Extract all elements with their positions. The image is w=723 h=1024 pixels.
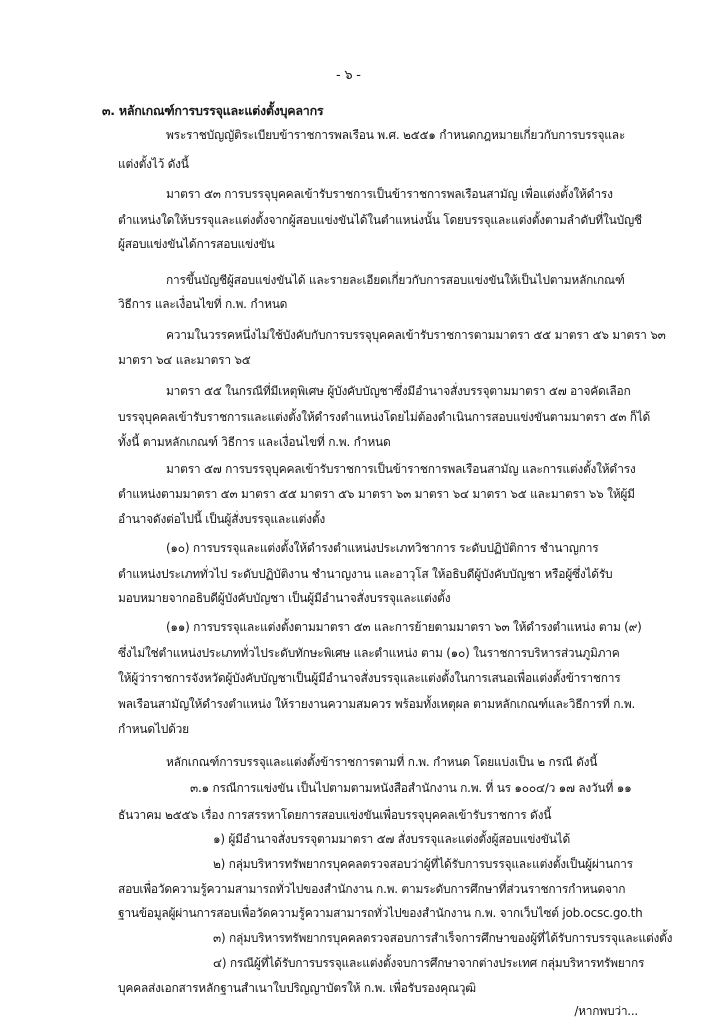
text-line: กำหนดไปด้วย	[118, 722, 189, 736]
text-line: ๒) กลุ่มบริหารทรัพยากรบุคคลตรวจสอบว่าผู้ที่ได้รับการบรรจุและแต่งตั้งเป็นผู้ผ่านการ	[213, 857, 633, 871]
text-line: สอบเพื่อวัดความรู้ความสามารถทั่วไปของสำนักงาน ก.พ. ตามระดับการศึกษาที่ส่วนราชการกำหนดจาก	[118, 882, 626, 896]
text-line: การขึ้นบัญชีผู้สอบแข่งขันได้ และรายละเอียดเกี่ยวกับการสอบแข่งขันให้เป็นไปตามหลักเกณฑ์	[166, 273, 625, 287]
text-line: มอบหมายจากอธิบดีผู้บังคับบัญชา เป็นผู้มีอำนาจสั่งบรรจุและแต่งตั้ง	[118, 591, 451, 605]
text-line: ทั้งนี้ ตามหลักเกณฑ์ วิธีการ และเงื่อนไขที่ ก.พ. กำหนด	[118, 435, 391, 449]
text-line: บุคคลส่งเอกสารหลักฐานสำเนาใบปริญญาบัตรให้ ก.พ. เพื่อรับรองคุณวุฒิ	[118, 981, 476, 995]
text-line: พลเรือนสามัญให้ดำรงตำแหน่ง ให้รายงานความสมควร พร้อมทั้งเหตุผล ตามหลักเกณฑ์และวิธีการที่ ก.พ.	[118, 697, 636, 711]
text-line: มาตรา ๖๔ และมาตรา ๖๕	[118, 353, 251, 367]
text-line: ธันวาคม ๒๕๕๖ เรื่อง การสรรหาโดยการสอบแข่งขันเพื่อบรรจุบุคคลเข้ารับราชการ ดังนี้	[118, 808, 552, 822]
page-number: - ๖ -	[336, 68, 361, 83]
text-line: ๔) กรณีผู้ที่ได้รับการบรรจุและแต่งตั้งจบการศึกษาจากต่างประเทศ กลุ่มบริหารทรัพยากร	[213, 956, 645, 970]
text-line: พระราชบัญญัติระเบียบข้าราชการพลเรือน พ.ศ. ๒๕๕๑ กำหนดกฎหมายเกี่ยวกับการบรรจุและ	[166, 128, 626, 142]
text-line: ตำแหน่งประเภททั่วไป ระดับปฏิบัติงาน ชำนาญงาน และอาวุโส ให้อธิบดีผู้บังคับบัญชา หรือผู้ซึ่งได้รับ	[118, 567, 613, 581]
text-line: วิธีการ และเงื่อนไขที่ ก.พ. กำหนด	[118, 297, 288, 311]
text-line: หลักเกณฑ์การบรรจุและแต่งตั้งข้าราชการตามที่ ก.พ. กำหนด โดยแบ่งเป็น ๒ กรณี ดังนี้	[166, 755, 598, 769]
text-line: ตำแหน่งตามมาตรา ๕๓ มาตรา ๕๕ มาตรา ๕๖ มาตรา ๖๓ มาตรา ๖๔ มาตรา ๖๕ และมาตรา ๖๖ ให้ผู้มี	[118, 487, 635, 501]
text-line: ๓) กลุ่มบริหารทรัพยากรบุคคลตรวจสอบการสำเร็จการศึกษาของผู้ที่ได้รับการบรรจุและแต่งตั้ง	[213, 931, 673, 945]
text-line: ๑) ผู้มีอำนาจสั่งบรรจุตามมาตรา ๕๗ สั่งบรรจุและแต่งตั้งผู้สอบแข่งขันได้	[213, 832, 571, 846]
text-line: (๑๐) การบรรจุและแต่งตั้งให้ดำรงตำแหน่งประเภทวิชาการ ระดับปฏิบัติการ ชำนาญการ	[166, 541, 599, 555]
text-line: อำนาจดังต่อไปนี้ เป็นผู้สั่งบรรจุและแต่งตั้ง	[118, 512, 325, 526]
text-line: ฐานข้อมูลผู้ผ่านการสอบเพื่อวัดความรู้ความสามารถทั่วไปของสำนักงาน ก.พ. จากเว็บไซต์ job.ocsc.go.th	[118, 906, 643, 920]
text-line: บรรจุบุคคลเข้ารับราชการและแต่งตั้งให้ดำรงตำแหน่งโดยไม่ต้องดำเนินการสอบแข่งขันตามมาตรา ๕๓ ก็ได้	[118, 410, 651, 424]
text-line: ผู้สอบแข่งขันได้การสอบแข่งขัน	[118, 237, 275, 251]
text-line: ให้ผู้ว่าราชการจังหวัดผู้บังคับบัญชาเป็นผู้มีอำนาจสั่งบรรจุและแต่งตั้งในการเสนอเพื่อแต่งตั้งข้าราชการ	[118, 671, 621, 685]
text-line: มาตรา ๕๗ การบรรจุบุคคลเข้ารับราชการเป็นข้าราชการพลเรือนสามัญ และการแต่งตั้งให้ดำรง	[166, 462, 636, 476]
text-line: (๑๑) การบรรจุและแต่งตั้งตามมาตรา ๕๓ และการย้ายตามมาตรา ๖๓ ให้ดำรงตำแหน่ง ตาม (๙)	[166, 620, 642, 634]
text-line: มาตรา ๕๓ การบรรจุบุคคลเข้ารับราชการเป็นข้าราชการพลเรือนสามัญ เพื่อแต่งตั้งให้ดำรง	[166, 187, 613, 201]
text-line: แต่งตั้งไว้ ดังนี้	[118, 157, 189, 171]
text-line: ซึ่งไม่ใช่ตำแหน่งประเภททั่วไประดับทักษะพิเศษ และตำแหน่ง ตาม (๑๐) ในราชการบริหารส่วนภูมิภาค	[118, 646, 620, 660]
section-heading: ๓. หลักเกณฑ์การบรรจุและแต่งตั้งบุคลากร	[102, 103, 324, 118]
text-line: ๓.๑ กรณีการแข่งขัน เป็นไปตามตามหนังสือสำนักงาน ก.พ. ที่ นร ๑๐๐๔/ว ๑๗ ลงวันที่ ๑๑	[190, 781, 632, 795]
continuation-note: /หากพบว่า...	[574, 1004, 638, 1018]
text-line: ความในวรรคหนึ่งไม่ใช้บังคับกับการบรรจุบุคคลเข้ารับราชการตามมาตรา ๕๕ มาตรา ๕๖ มาตรา ๖๓	[166, 328, 666, 342]
text-line: มาตรา ๕๕ ในกรณีที่มีเหตุพิเศษ ผู้บังคับบัญชาซึ่งมีอำนาจสั่งบรรจุตามมาตรา ๕๗ อาจคัดเลือก	[166, 384, 631, 398]
text-line: ตำแหน่งใดให้บรรจุและแต่งตั้งจากผู้สอบแข่งขันได้ในตำแหน่งนั้น โดยบรรจุและแต่งตั้งตามลำดับที่ในบัญชี	[118, 213, 642, 227]
